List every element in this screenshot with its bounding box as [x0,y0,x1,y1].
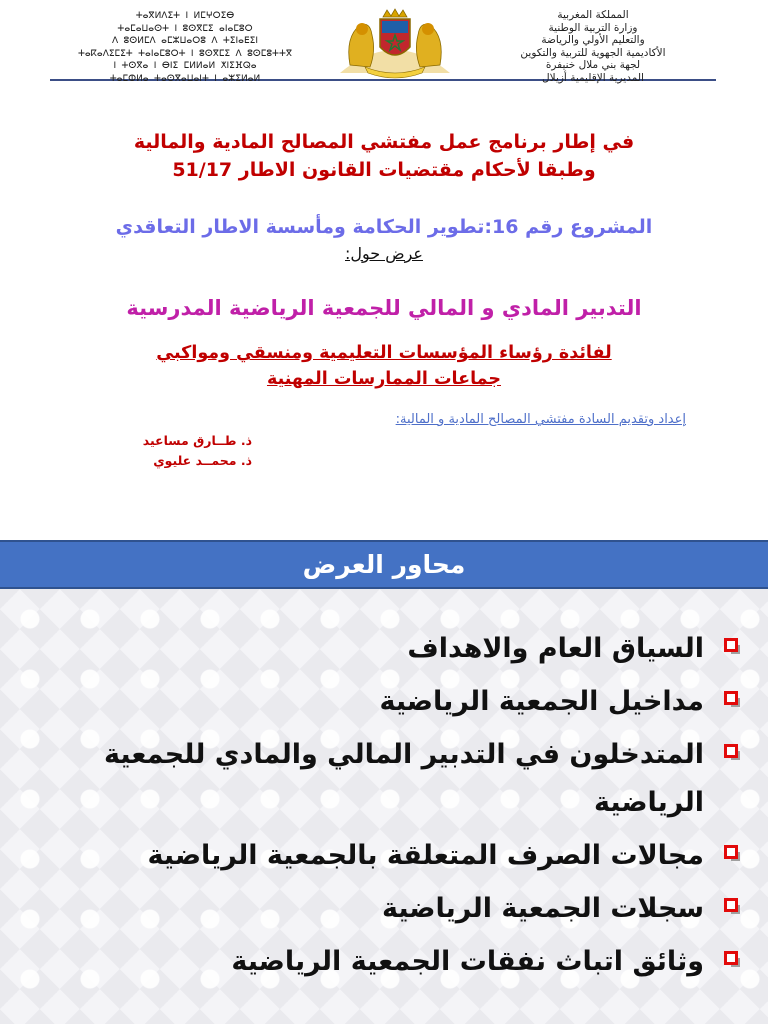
author-name: ذ. محمــد عليوي [153,453,252,468]
tifinagh-line: ⵜⴰⵎⴰⵡⴰⵙⵜ ⵏ ⵓⵙⴳⵎⵉ ⴰⵏⴰⵎⵓⵔ [117,23,253,34]
tifinagh-line: ⵜⴰⴽⴰⴷⵉⵎⵉⵜ ⵜⴰⵏⴰⵎⵓⵔⵜ ⵏ ⵓⵙⴳⵎⵉ ⴷ ⵓⵙⵎⵓⵜⵜⴳ [77,48,293,59]
list-item-label: المتدخلون في التدبير المالي والمادي للجمعية الرياضية [104,739,704,818]
audience [0,340,768,392]
tifinagh-line: ⵜⴰⴳⵍⴷⵉⵜ ⵏ ⵍⵎⵖⵔⵉⴱ [135,11,235,21]
coat-of-arms-emblem [320,7,470,79]
arabic-header-line: الأكاديمية الجهوية للتربية والتكوين [520,46,666,59]
list-item-label: سجلات الجمعية الرياضية [382,893,704,924]
list-item [0,731,768,827]
arabic-header-line: المملكة المغربية [557,9,629,21]
list-item-label: مداخيل الجمعية الرياضية [379,686,704,717]
prepared-by-label: إعداد وتقديم السادة مفتشي المصالح المادية و المالية: [395,412,686,427]
arabic-header-line: والتعليم الأولي والرياضة [541,34,645,47]
outline-title: محاور العرض [0,540,768,589]
about-label: عرض حول: [345,244,423,263]
tifinagh-line: ⵏ ⵜⵙⴳⴰ ⵏ ⴱⵏⵉ ⵎⵍⵍⴰⵍ ⵅⵏⵉⴼⵕⴰ [113,61,257,71]
checkbox-bullet-icon [724,845,738,859]
list-item [0,832,768,880]
list-item [0,678,768,726]
list-item-label: مجالات الصرف المتعلقة بالجمعية الرياضية [147,840,704,871]
audience-line-2: جماعات الممارسات المهنية [266,369,501,389]
outline-body [0,589,768,1024]
arabic-header-line: لجهة بني ملال خنيفرة [545,59,641,72]
audience-line-1: لفائدة رؤساء المؤسسات التعليمية ومنسقي ومواكبي [156,343,612,363]
program-heading [0,128,768,184]
checkbox-bullet-icon [724,898,738,912]
checkbox-bullet-icon [724,951,738,965]
official-letterhead [50,9,716,84]
author-name: ذ. طــارق مساعيد [142,433,252,448]
list-item [0,625,768,673]
outline-slide [0,540,768,1024]
list-item-label: السياق العام والاهداف [407,633,704,664]
checkbox-bullet-icon [724,691,738,705]
heading-line-1: في إطار برنامج عمل مفتشي المصالح المادية والمالية [133,131,635,153]
arabic-header [470,9,716,84]
list-item [0,938,768,986]
arabic-header-line: وزارة التربية الوطنية [548,21,638,34]
list-item-label: وثائق اتباث نفقات الجمعية الرياضية [231,946,704,977]
tifinagh-line: ⵜⴰⵎⵀⵍⴰ ⵜⴰⵙⴳⴰⵡⴰⵏⵜ ⵏ ⴰⵣⵉⵍⴰⵍ [109,73,261,84]
arabic-header-line: المديرية الإقليمية أزيلال [542,71,644,84]
tifinagh-header [50,9,320,84]
heading-line-2: وطبقا لأحكام مقتضيات القانون الاطار 51/17 [172,159,596,181]
checkbox-bullet-icon [724,744,738,758]
outline-list [0,625,768,991]
checkbox-bullet-icon [724,638,738,652]
tifinagh-line: ⴷ ⵓⵙⵍⵎⴷ ⴰⵎⵣⵡⴰⵔⵓ ⴷ ⵜⵉⵏⴰⴹⵉⵏ [111,36,258,46]
presentation-title: التدبير المادي و المالي للجمعية الرياضية المدرسية [126,296,642,320]
list-item [0,885,768,933]
project-title: المشروع رقم 16:تطوير الحكامة ومأسسة الاطار التعاقدي [115,216,653,238]
